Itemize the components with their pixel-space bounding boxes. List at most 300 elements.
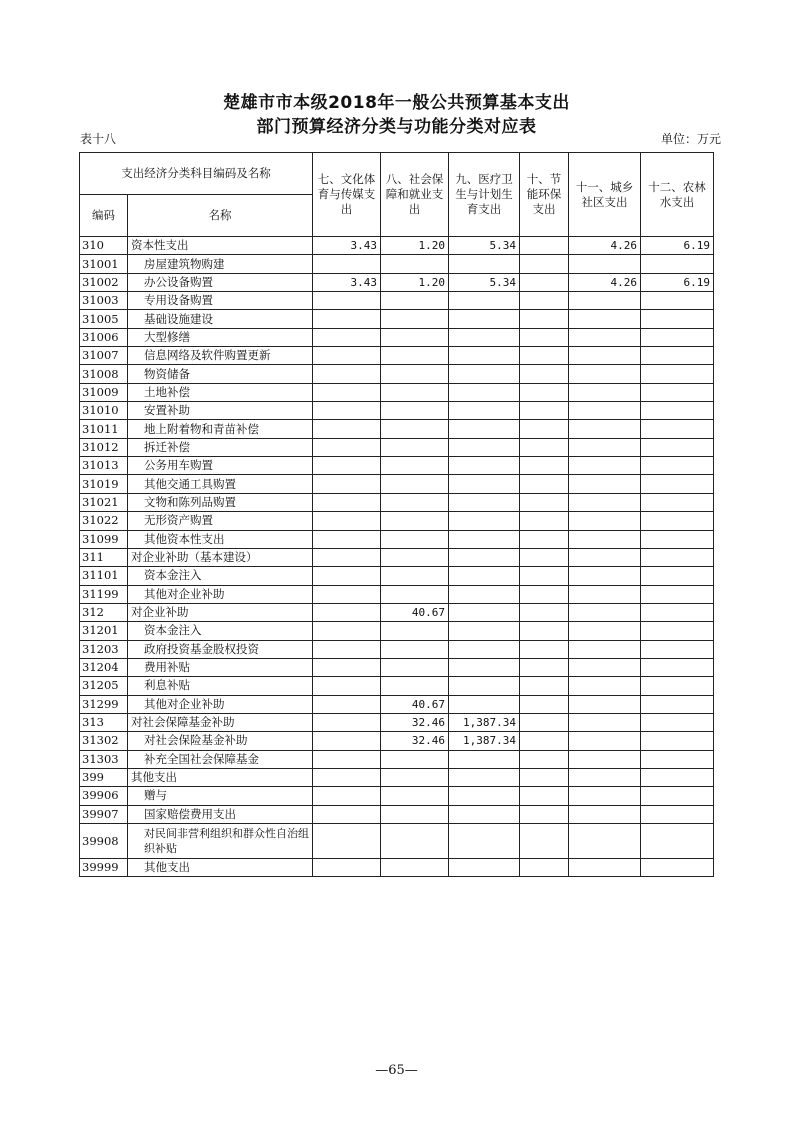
row-value	[569, 768, 641, 786]
row-value	[449, 347, 520, 365]
row-value	[313, 585, 381, 603]
row-value	[449, 457, 520, 475]
row-value	[641, 787, 714, 805]
row-value	[449, 548, 520, 566]
row-value	[569, 677, 641, 695]
table-row	[80, 328, 714, 346]
row-value	[313, 750, 381, 768]
name-header: 名称	[128, 195, 313, 237]
row-value	[520, 622, 569, 640]
row-value	[381, 859, 449, 877]
row-code: 31006	[80, 328, 128, 346]
row-value	[313, 640, 381, 658]
row-code: 39908	[80, 824, 128, 859]
row-value	[313, 677, 381, 695]
row-value	[641, 530, 714, 548]
code-header: 编码	[80, 195, 128, 237]
column-header: 十二、农林水支出	[641, 153, 714, 237]
row-value	[313, 859, 381, 877]
row-value	[520, 530, 569, 548]
row-name: 大型修缮	[128, 328, 313, 346]
column-header: 十一、城乡社区支出	[569, 153, 641, 237]
row-value	[569, 292, 641, 310]
row-code: 31021	[80, 493, 128, 511]
row-value	[569, 457, 641, 475]
row-value	[381, 475, 449, 493]
row-value	[569, 310, 641, 328]
report-title-line2: 部门预算经济分类与功能分类对应表	[256, 117, 537, 137]
row-value	[313, 457, 381, 475]
row-name: 利息补贴	[128, 677, 313, 695]
row-value	[520, 457, 569, 475]
row-value	[641, 732, 714, 750]
table-row	[80, 585, 714, 603]
row-value	[449, 475, 520, 493]
row-value: 1,387.34	[449, 732, 520, 750]
row-code: 31303	[80, 750, 128, 768]
row-value: 32.46	[381, 713, 449, 731]
row-name: 资本性支出	[128, 237, 313, 255]
unit-label: 单位：万元	[660, 132, 721, 146]
table-row	[80, 567, 714, 585]
row-value	[381, 255, 449, 273]
row-value	[313, 805, 381, 823]
table-row	[80, 457, 714, 475]
row-value	[641, 859, 714, 877]
row-value	[520, 732, 569, 750]
row-value	[313, 658, 381, 676]
table-row	[80, 530, 714, 548]
table-row	[80, 420, 714, 438]
row-code: 399	[80, 768, 128, 786]
row-value	[641, 255, 714, 273]
row-code: 31008	[80, 365, 128, 383]
row-value	[520, 603, 569, 621]
row-value	[520, 438, 569, 456]
row-value	[569, 603, 641, 621]
row-code: 39907	[80, 805, 128, 823]
row-value	[641, 567, 714, 585]
row-value	[381, 585, 449, 603]
column-header: 八、社会保障和就业支出	[381, 153, 449, 237]
row-value	[381, 383, 449, 401]
row-value	[313, 420, 381, 438]
column-header: 七、文化体育与传媒支出	[313, 153, 381, 237]
table-row	[80, 768, 714, 786]
row-value	[449, 438, 520, 456]
row-value	[569, 493, 641, 511]
row-value: 1.20	[381, 237, 449, 255]
row-value	[381, 292, 449, 310]
row-value	[641, 677, 714, 695]
row-name: 国家赔偿费用支出	[128, 805, 313, 823]
row-value	[381, 768, 449, 786]
table-row	[80, 255, 714, 273]
row-value: 40.67	[381, 695, 449, 713]
row-code: 31022	[80, 512, 128, 530]
row-value	[313, 824, 381, 859]
row-value	[520, 292, 569, 310]
table-row	[80, 658, 714, 676]
row-value	[520, 677, 569, 695]
row-value	[569, 255, 641, 273]
table-row	[80, 859, 714, 877]
table-row	[80, 402, 714, 420]
row-value	[313, 713, 381, 731]
row-value	[313, 402, 381, 420]
row-value	[313, 695, 381, 713]
row-value	[569, 713, 641, 731]
row-value	[641, 310, 714, 328]
row-value	[381, 640, 449, 658]
row-code: 312	[80, 603, 128, 621]
row-value	[449, 640, 520, 658]
row-name: 办公设备购置	[128, 273, 313, 291]
table-row	[80, 310, 714, 328]
table-row	[80, 383, 714, 401]
row-code: 39999	[80, 859, 128, 877]
row-value	[520, 273, 569, 291]
row-value	[313, 768, 381, 786]
row-value	[313, 328, 381, 346]
row-value: 5.34	[449, 237, 520, 255]
row-value	[313, 567, 381, 585]
row-value	[569, 420, 641, 438]
row-name: 其他资本性支出	[128, 530, 313, 548]
row-value	[569, 402, 641, 420]
row-value	[449, 530, 520, 548]
row-code: 31203	[80, 640, 128, 658]
row-code: 31204	[80, 658, 128, 676]
row-value	[569, 640, 641, 658]
row-value	[381, 365, 449, 383]
row-code: 31007	[80, 347, 128, 365]
row-value	[641, 347, 714, 365]
row-value	[641, 658, 714, 676]
row-value	[520, 585, 569, 603]
row-value	[520, 328, 569, 346]
row-name: 公务用车购置	[128, 457, 313, 475]
row-code: 31201	[80, 622, 128, 640]
row-value	[449, 402, 520, 420]
row-value	[520, 420, 569, 438]
row-value	[641, 365, 714, 383]
row-name: 安置补助	[128, 402, 313, 420]
row-value: 3.43	[313, 273, 381, 291]
row-code: 313	[80, 713, 128, 731]
table-body	[80, 237, 714, 877]
row-value	[641, 457, 714, 475]
row-value	[569, 585, 641, 603]
row-code: 31001	[80, 255, 128, 273]
row-value	[641, 548, 714, 566]
row-value: 32.46	[381, 732, 449, 750]
row-value	[449, 255, 520, 273]
row-value	[641, 768, 714, 786]
row-value: 40.67	[381, 603, 449, 621]
row-name: 信息网络及软件购置更新	[128, 347, 313, 365]
row-name: 其他支出	[128, 768, 313, 786]
row-value	[449, 824, 520, 859]
row-value	[449, 493, 520, 511]
row-name: 资本金注入	[128, 622, 313, 640]
row-name: 专用设备购置	[128, 292, 313, 310]
row-value	[313, 365, 381, 383]
row-value	[449, 383, 520, 401]
row-value: 4.26	[569, 273, 641, 291]
row-value	[381, 750, 449, 768]
row-value	[520, 475, 569, 493]
row-value	[641, 493, 714, 511]
row-value	[569, 512, 641, 530]
table-row	[80, 603, 714, 621]
table-row	[80, 805, 714, 823]
table-row	[80, 732, 714, 750]
row-code: 31012	[80, 438, 128, 456]
table-row	[80, 622, 714, 640]
row-value: 4.26	[569, 237, 641, 255]
row-value	[381, 787, 449, 805]
row-code: 31011	[80, 420, 128, 438]
row-value	[641, 512, 714, 530]
row-value	[313, 493, 381, 511]
row-name: 无形资产购置	[128, 512, 313, 530]
table-row	[80, 512, 714, 530]
row-name: 对企业补助（基本建设）	[128, 548, 313, 566]
row-code: 31002	[80, 273, 128, 291]
row-value	[520, 640, 569, 658]
table-row	[80, 640, 714, 658]
row-value	[381, 677, 449, 695]
row-code: 310	[80, 237, 128, 255]
row-value	[569, 438, 641, 456]
row-value	[381, 622, 449, 640]
row-code: 31099	[80, 530, 128, 548]
row-value	[381, 530, 449, 548]
row-value	[449, 292, 520, 310]
row-value	[313, 787, 381, 805]
row-value	[313, 512, 381, 530]
row-value	[449, 750, 520, 768]
row-value	[381, 824, 449, 859]
row-value	[520, 658, 569, 676]
row-value	[381, 347, 449, 365]
row-value	[449, 787, 520, 805]
row-value	[313, 255, 381, 273]
row-value	[569, 695, 641, 713]
row-value	[641, 805, 714, 823]
row-value	[641, 420, 714, 438]
row-name: 对社会保险基金补助	[128, 732, 313, 750]
row-name: 其他交通工具购置	[128, 475, 313, 493]
column-header: 十、节能环保支出	[520, 153, 569, 237]
row-value	[641, 292, 714, 310]
row-value	[569, 548, 641, 566]
budget-table	[79, 152, 714, 877]
row-value	[641, 622, 714, 640]
row-value	[313, 603, 381, 621]
row-value	[569, 365, 641, 383]
page-number: —65—	[375, 1063, 418, 1078]
row-name: 政府投资基金股权投资	[128, 640, 313, 658]
row-value	[381, 493, 449, 511]
row-value	[381, 548, 449, 566]
row-value	[641, 713, 714, 731]
row-value	[449, 603, 520, 621]
row-value: 3.43	[313, 237, 381, 255]
row-code: 31010	[80, 402, 128, 420]
row-value	[313, 622, 381, 640]
row-value	[313, 475, 381, 493]
row-value: 5.34	[449, 273, 520, 291]
table-row	[80, 292, 714, 310]
row-value	[520, 365, 569, 383]
row-value: 6.19	[641, 273, 714, 291]
row-value	[381, 420, 449, 438]
row-code: 39906	[80, 787, 128, 805]
row-value	[313, 347, 381, 365]
row-value	[520, 750, 569, 768]
row-value	[313, 438, 381, 456]
row-value	[520, 383, 569, 401]
row-value	[520, 695, 569, 713]
row-name: 资本金注入	[128, 567, 313, 585]
table-row	[80, 695, 714, 713]
row-value	[313, 530, 381, 548]
row-value	[569, 787, 641, 805]
row-code: 31199	[80, 585, 128, 603]
row-code: 31009	[80, 383, 128, 401]
row-value	[641, 695, 714, 713]
row-value	[520, 512, 569, 530]
column-header: 九、医疗卫生与计划生育支出	[449, 153, 520, 237]
row-name: 对企业补助	[128, 603, 313, 621]
row-value	[449, 677, 520, 695]
row-value	[449, 805, 520, 823]
row-value	[641, 402, 714, 420]
table-row	[80, 713, 714, 731]
row-value	[569, 622, 641, 640]
row-value	[641, 328, 714, 346]
table-row	[80, 493, 714, 511]
row-name: 其他对企业补助	[128, 695, 313, 713]
row-value	[569, 347, 641, 365]
row-value	[569, 732, 641, 750]
row-name: 补充全国社会保障基金	[128, 750, 313, 768]
row-name: 赠与	[128, 787, 313, 805]
row-value	[520, 824, 569, 859]
table-row	[80, 548, 714, 566]
table-row	[80, 365, 714, 383]
row-value	[520, 402, 569, 420]
row-value	[569, 530, 641, 548]
table-row	[80, 347, 714, 365]
table-row	[80, 438, 714, 456]
row-code: 31302	[80, 732, 128, 750]
row-name: 土地补偿	[128, 383, 313, 401]
row-value	[520, 237, 569, 255]
row-value	[641, 585, 714, 603]
row-value	[449, 695, 520, 713]
row-value	[449, 328, 520, 346]
row-name: 对社会保障基金补助	[128, 713, 313, 731]
table-row	[80, 824, 714, 859]
row-name: 物资储备	[128, 365, 313, 383]
row-value	[449, 658, 520, 676]
group-header: 支出经济分类科目编码及名称	[80, 153, 313, 195]
table-row	[80, 273, 714, 291]
row-value	[520, 310, 569, 328]
row-value	[381, 658, 449, 676]
row-value	[381, 805, 449, 823]
row-value	[313, 732, 381, 750]
row-value	[520, 548, 569, 566]
row-name: 费用补贴	[128, 658, 313, 676]
row-code: 31005	[80, 310, 128, 328]
row-value	[381, 328, 449, 346]
row-value	[520, 787, 569, 805]
row-code: 31299	[80, 695, 128, 713]
table-row	[80, 750, 714, 768]
row-name: 房屋建筑物购建	[128, 255, 313, 273]
row-name: 其他支出	[128, 859, 313, 877]
table-row	[80, 787, 714, 805]
row-value	[641, 603, 714, 621]
row-value	[520, 255, 569, 273]
row-value	[641, 824, 714, 859]
row-value	[520, 768, 569, 786]
row-code: 31003	[80, 292, 128, 310]
table-row	[80, 237, 714, 255]
row-value	[641, 383, 714, 401]
report-title-line1: 楚雄市市本级2018年一般公共预算基本支出	[223, 93, 570, 113]
row-value	[520, 859, 569, 877]
row-value	[381, 310, 449, 328]
row-value	[520, 805, 569, 823]
row-value	[569, 824, 641, 859]
row-code: 31013	[80, 457, 128, 475]
row-value	[641, 750, 714, 768]
table-row	[80, 677, 714, 695]
row-value	[381, 567, 449, 585]
row-name: 基础设施建设	[128, 310, 313, 328]
row-value	[520, 713, 569, 731]
row-code: 311	[80, 548, 128, 566]
row-value	[313, 310, 381, 328]
row-value	[313, 548, 381, 566]
table-number: 表十八	[80, 132, 117, 146]
row-value	[569, 859, 641, 877]
row-value	[381, 457, 449, 475]
row-value	[569, 475, 641, 493]
table-row	[80, 475, 714, 493]
row-value: 1,387.34	[449, 713, 520, 731]
row-value	[381, 438, 449, 456]
row-value	[449, 768, 520, 786]
row-value	[449, 859, 520, 877]
row-value	[449, 512, 520, 530]
row-value	[313, 383, 381, 401]
row-name: 地上附着物和青苗补偿	[128, 420, 313, 438]
row-value	[569, 750, 641, 768]
row-value	[520, 493, 569, 511]
row-value	[641, 438, 714, 456]
row-code: 31101	[80, 567, 128, 585]
row-value	[520, 567, 569, 585]
row-code: 31019	[80, 475, 128, 493]
row-value: 1.20	[381, 273, 449, 291]
row-name: 对民间非营利组织和群众性自治组织补贴	[128, 824, 313, 859]
